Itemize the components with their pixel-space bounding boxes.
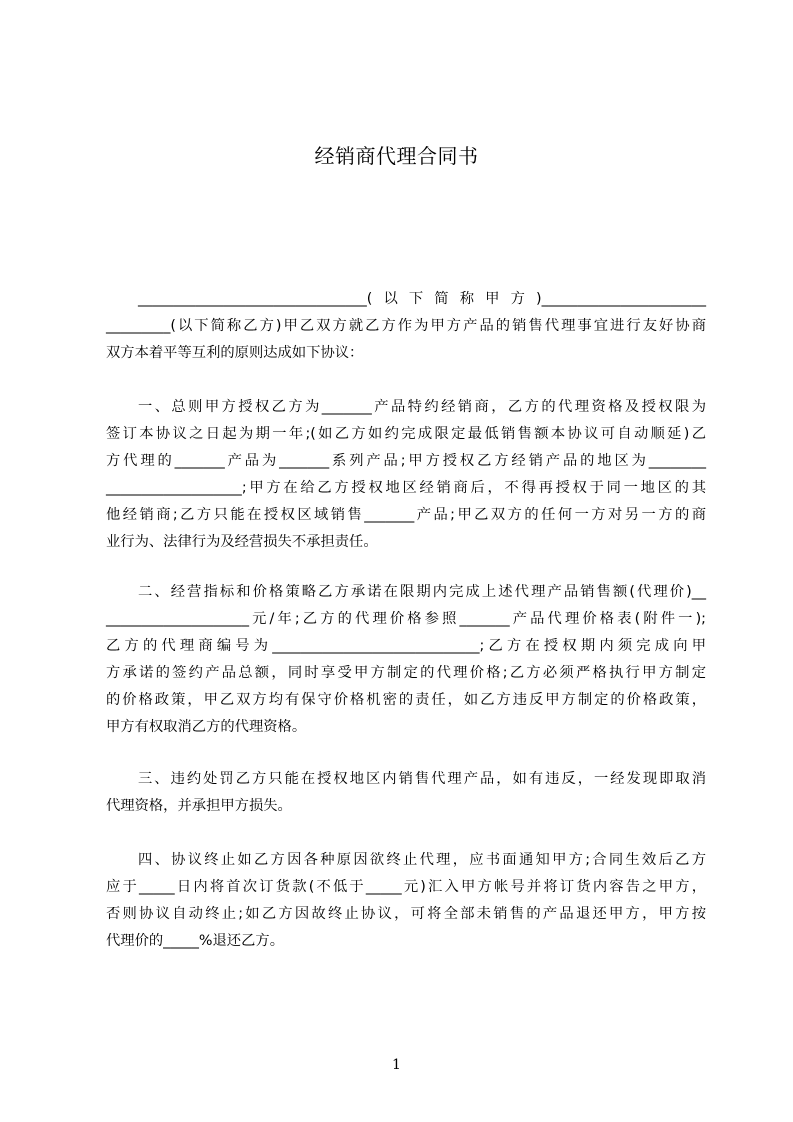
section4-line: 代理价的_____%退还乙方。 bbox=[106, 933, 284, 949]
section4-line: 四、协议终止如乙方因各种原因欲终止代理，应书面通知甲方;合同生效后乙方 bbox=[138, 852, 706, 868]
preamble-line: _________(以下简称乙方)甲乙双方就乙方作为甲方产品的销售代理事宜进行友好协商 bbox=[106, 318, 706, 334]
section1-line: ___________________;甲方在给乙方授权地区经销商后，不得再授权于同一地区的其 bbox=[106, 480, 706, 496]
section2-line: 乙方的代理商编号为_____________________________;乙方在授权期内须完成向甲 bbox=[106, 638, 706, 654]
page-title: 经销商代理合同书 bbox=[314, 144, 479, 168]
preamble-line: 双方本着平等互利的原则达成如下协议： bbox=[106, 345, 364, 361]
section4-line: 应于_____日内将首次订货款(不低于_____元)汇入甲方帐号并将订货内容告之甲方， bbox=[106, 879, 706, 895]
section3-line: 代理资格，并承担甲方损失。 bbox=[106, 798, 292, 814]
section2-line: ____________________元/年;乙方的代理价格参照_______产品代理价格表(附件一); bbox=[106, 611, 706, 627]
section1-line: 业行为、法律行为及经营损失不承担责任。 bbox=[106, 534, 378, 550]
section2-line: 甲方有权取消乙方的代理资格。 bbox=[106, 719, 307, 735]
section1-line: 一、总则甲方授权乙方为_______产品特约经销商，乙方的代理资格及授权限为 bbox=[138, 399, 706, 415]
preamble-line: ________________________________(以下简称甲方)_______________________ bbox=[138, 291, 706, 307]
section1-line: 他经销商;乙方只能在授权区域销售_______产品;甲乙双方的任何一方对另一方的商 bbox=[106, 507, 706, 523]
section2-line: 的价格政策，甲乙双方均有保守价格机密的责任，如乙方违反甲方制定的价格政策， bbox=[106, 692, 706, 708]
page-number: 1 bbox=[392, 1057, 401, 1073]
section4-line: 否则协议自动终止;如乙方因故终止协议，可将全部未销售的产品退还甲方，甲方按 bbox=[106, 906, 706, 922]
section3-line: 三、违约处罚乙方只能在授权地区内销售代理产品，如有违反，一经发现即取消 bbox=[138, 771, 706, 787]
section2-line: 方承诺的签约产品总额，同时享受甲方制定的代理价格;乙方必须严格执行甲方制定 bbox=[106, 665, 706, 681]
section2-line: 二、经营指标和价格策略乙方承诺在限期内完成上述代理产品销售额(代理价)__ bbox=[138, 584, 706, 600]
section1-line: 签订本协议之日起为期一年;(如乙方如约完成限定最低销售额本协议可自动顺延)乙 bbox=[106, 426, 706, 442]
section1-line: 方代理的_______产品为_______系列产品;甲方授权乙方经销产品的地区为________ bbox=[106, 453, 706, 469]
